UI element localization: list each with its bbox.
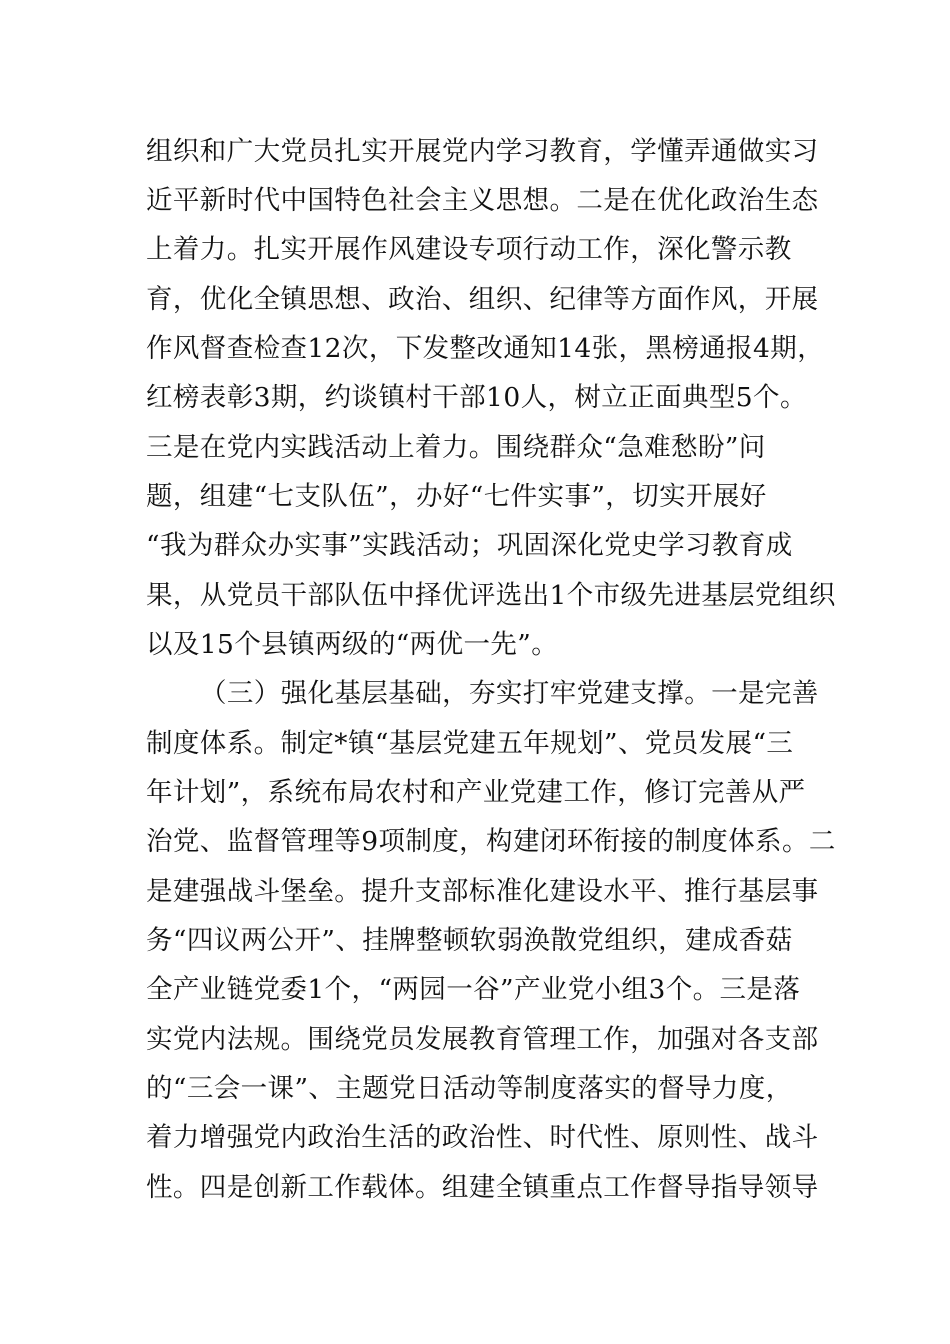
text-line: “我为群众办实事”实践活动；巩固深化党史学习教育成 xyxy=(146,530,793,561)
text-line: 题，组建“七支队伍”，办好“七件实事”，切实开展好 xyxy=(146,481,767,512)
text-line: 的“三会一课”、主题党日活动等制度落实的督导力度， xyxy=(146,1073,793,1104)
text-line: 组织和广大党员扎实开展党内学习教育，学懂弄通做实习 xyxy=(146,136,819,167)
text-line: 上着力。扎实开展作风建设专项行动工作，深化警示教 xyxy=(146,234,792,265)
text-line: 制度体系。制定*镇“基层党建五年规划”、党员发展“三 xyxy=(146,728,794,759)
text-line: 以及15个县镇两级的“两优一先”。 xyxy=(146,629,559,660)
text-line: 果，从党员干部队伍中择优评选出1个市级先进基层党组织 xyxy=(146,580,836,611)
text-line: 年计划”，系统布局农村和产业党建工作，修订完善从严 xyxy=(146,777,806,808)
text-line: 育，优化全镇思想、政治、组织、纪律等方面作风，开展 xyxy=(146,284,819,315)
text-line: 着力增强党内政治生活的政治性、时代性、原则性、战斗 xyxy=(146,1122,819,1153)
text-line: 近平新时代中国特色社会主义思想。二是在优化政治生态 xyxy=(146,185,819,216)
section-heading-line: （三）强化基层基础，夯实打牢党建支撑。一是完善 xyxy=(200,678,819,709)
text-line: 三是在党内实践活动上着力。围绕群众“急难愁盼”问 xyxy=(146,432,766,463)
text-line: 实党内法规。围绕党员发展教育管理工作，加强对各支部 xyxy=(146,1024,819,1055)
text-line: 红榜表彰3期，约谈镇村干部10人，树立正面典型5个。 xyxy=(146,382,807,413)
text-line: 是建强战斗堡垒。提升支部标准化建设水平、推行基层事 xyxy=(146,876,819,907)
text-line: 务“四议两公开”、挂牌整顿软弱涣散党组织，建成香菇 xyxy=(146,925,793,956)
text-line: 性。四是创新工作载体。组建全镇重点工作督导指导领导 xyxy=(146,1172,819,1203)
text-line: 全产业链党委1个，“两园一谷”产业党小组3个。三是落 xyxy=(146,974,801,1005)
text-line: 治党、监督管理等9项制度，构建闭环衔接的制度体系。二 xyxy=(146,826,836,857)
text-line: 作风督查检查12次，下发整改通知14张，黑榜通报4期， xyxy=(146,333,825,364)
